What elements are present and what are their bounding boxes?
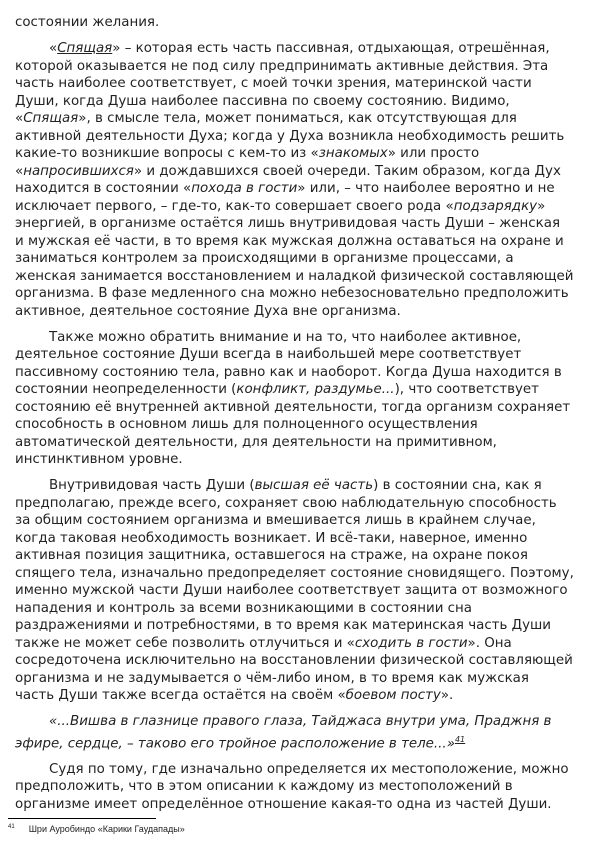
text-line — [15, 303, 595, 321]
text-segment: » или, – что наиболее вероятно и не — [297, 181, 555, 196]
text-line — [15, 670, 595, 688]
text-segment: Также можно обратить внимание и на то, что наиболее активное, — [49, 329, 522, 345]
text-segment: заниматься контролем за происходящими в организме процессами, а — [15, 251, 514, 266]
text-segment: также не может себе позволить отлучиться и « — [15, 635, 355, 651]
text-line — [15, 796, 595, 814]
text-segment: автоматической деятельности, для деятельности на примитивном, — [15, 434, 497, 450]
text-segment: и мужская её части, в то время как мужская должна оставаться на охране и — [15, 233, 564, 249]
text-segment: способность в основном лишь для полноценного осуществления — [15, 417, 478, 432]
text-segment: исключает первого, – где-то, как-то совершает своего рода « — [15, 198, 454, 214]
text-segment: деятельное состояние Души всегда в наибольшей мере соответствует — [15, 347, 522, 362]
text-segment: », в смысле тела, может пониматься, как отсутствующая для — [78, 111, 517, 126]
document-body — [15, 14, 595, 822]
text-segment: Внутривидовая часть Души ( — [49, 478, 255, 493]
text-line — [15, 233, 595, 251]
text-line — [15, 93, 595, 111]
text-segment: находится в состоянии « — [15, 181, 192, 196]
text-segment: Души, когда Душа наиболее пассивна по своему состоянию. Видимо, — [15, 93, 510, 109]
text-segment: организма и не задумывается о чём-либо ином, в то время как мужская — [15, 670, 529, 686]
text-segment: организма. В фазе медленного сна можно небезосновательно предположить — [15, 286, 569, 301]
footnote-number: 41 — [8, 824, 15, 830]
text-line — [15, 40, 595, 58]
text-segment: состоянии желания. — [15, 15, 160, 30]
text-segment: активной деятельности Духа; когда у Духа возникла необходимость решить — [15, 128, 565, 144]
text-line — [15, 635, 595, 653]
text-segment: которой оказывается не под силу предпринимать активные действия. Эта — [15, 58, 549, 74]
text-line — [15, 495, 595, 513]
text-segment: » – которая есть часть пассивная, отдыхающая, отрешённая, — [112, 41, 550, 56]
text-segment: именно мужской части Души наиболее соответствует защита от возможного — [15, 583, 568, 598]
emphasized-text: сходить в гости — [354, 635, 468, 651]
text-segment: Судя по тому, где изначально определяется их местоположение, можно — [49, 761, 569, 777]
text-segment: « — [15, 163, 24, 179]
text-segment: когда таковая необходимость возникает. И всё-таки, наверное, именно — [15, 530, 528, 546]
emphasized-text: знакомых — [318, 146, 388, 161]
text-segment: » или просто — [387, 146, 480, 161]
text-segment: энергией, в организме остаётся лишь внутривидовая часть Души – женская — [15, 216, 561, 231]
text-segment: активная позиция защитника, оставшегося на страже, на охране покоя — [15, 548, 528, 563]
paragraph — [15, 14, 595, 32]
emphasized-text: Спящая — [57, 41, 113, 56]
text-line — [15, 600, 595, 618]
text-segment: предположить, что в этом описании к каждому из местоположений в — [15, 779, 513, 795]
paragraph — [15, 713, 595, 752]
emphasized-text: высшая её часть — [254, 478, 374, 493]
text-line — [15, 530, 595, 548]
text-line — [15, 128, 595, 146]
text-line — [15, 434, 595, 452]
text-segment: пассивному состоянию тела, равно как и наоборот. Когда Душа находится в — [15, 364, 562, 380]
text-line — [15, 198, 595, 216]
text-segment: раздражениями и потребностями, в то время как материнская часть Души — [15, 618, 551, 633]
text-line — [15, 547, 595, 565]
text-segment: ), что соответствует — [394, 382, 539, 397]
emphasized-text: боевом посту — [345, 688, 441, 703]
text-line — [15, 268, 595, 286]
paragraph — [15, 477, 595, 705]
text-segment: за общим состоянием организма и вмешивается лишь в крайнем случае, — [15, 513, 536, 528]
text-line — [15, 14, 595, 32]
text-line — [15, 381, 595, 399]
emphasized-text: напросившихся — [23, 163, 134, 179]
text-segment: нападения и контроль за всеми возникающими в состоянии сна — [15, 600, 472, 616]
text-segment: организме имеет определённое отношение какая-то одна из частей Души. — [15, 796, 552, 812]
text-line — [15, 364, 595, 382]
paragraph — [15, 40, 595, 320]
text-line — [15, 477, 595, 495]
text-segment: часть наиболее соответствует, с моей точки зрения, материнской части — [15, 76, 532, 91]
text-segment: состоянии неопределенности ( — [15, 382, 237, 397]
footnote-divider — [8, 818, 156, 819]
text-segment: « — [15, 111, 24, 126]
text-segment: часть Души также всегда остаётся на своём « — [15, 688, 346, 703]
footnote-reference: 41 — [454, 734, 466, 744]
text-line — [15, 215, 595, 233]
text-segment: ) в состоянии сна, как я — [373, 478, 542, 493]
text-segment: спящего тела, изначально предопределяет состояние сновидящего. Поэтому, — [15, 565, 574, 581]
text-segment: инстинктивном уровне. — [15, 452, 183, 467]
text-segment: предполагаю, прежде всего, сохраняет свою наблюдательную способность — [15, 495, 557, 511]
text-line — [15, 512, 595, 530]
text-segment: « — [49, 41, 58, 56]
text-line — [15, 652, 595, 670]
text-line — [15, 346, 595, 364]
emphasized-text: похода в гости — [191, 181, 298, 196]
text-line — [15, 285, 595, 303]
paragraph — [15, 329, 595, 469]
text-segment: активное, деятельное состояние Духа вне организма. — [15, 303, 401, 319]
text-line — [15, 713, 595, 731]
emphasized-text: конфликт, раздумье... — [236, 382, 395, 397]
text-segment: ». — [440, 688, 454, 703]
text-line — [15, 163, 595, 181]
emphasized-text: эфире, сердце, – таково его тройное расположение в теле...» — [15, 735, 455, 751]
text-line — [15, 617, 595, 635]
text-line — [15, 58, 595, 76]
emphasized-text: «...Вишва в глазнице правого глаза, Тайджаса внутри ума, Праджня в — [49, 714, 552, 729]
footnote — [8, 824, 185, 834]
text-line — [15, 451, 595, 469]
paragraph — [15, 761, 595, 814]
emphasized-text: Спящая — [23, 111, 79, 126]
text-line — [15, 761, 595, 779]
text-line — [15, 250, 595, 268]
footnote-text: Шри Ауробиндо «Карики Гаудапады» — [28, 824, 185, 834]
text-segment: » и дождавшихся своей очереди. Таким образом, когда Дух — [133, 163, 561, 179]
text-line — [15, 687, 595, 705]
text-line — [15, 145, 595, 163]
text-line — [15, 778, 595, 796]
emphasized-text: подзарядку — [453, 198, 538, 214]
text-line — [15, 329, 595, 347]
text-line — [15, 565, 595, 583]
text-segment: состоянию её внутренней активной деятельности, тогда организм сохраняет — [15, 399, 571, 415]
text-segment: какие-то возникшие вопросы с кем-то из « — [15, 146, 319, 161]
text-segment: сосредоточена исключительно на восстановлении физической составляющей — [15, 653, 573, 668]
text-line — [15, 731, 595, 753]
text-line — [15, 110, 595, 128]
text-line — [15, 399, 595, 417]
text-segment: женская занимается восстановлением и наладкой физической составляющей — [15, 268, 574, 284]
text-segment: » — [537, 198, 546, 214]
text-segment: ». Она — [467, 635, 512, 651]
text-line — [15, 416, 595, 434]
text-line — [15, 75, 595, 93]
text-line — [15, 582, 595, 600]
text-line — [15, 180, 595, 198]
